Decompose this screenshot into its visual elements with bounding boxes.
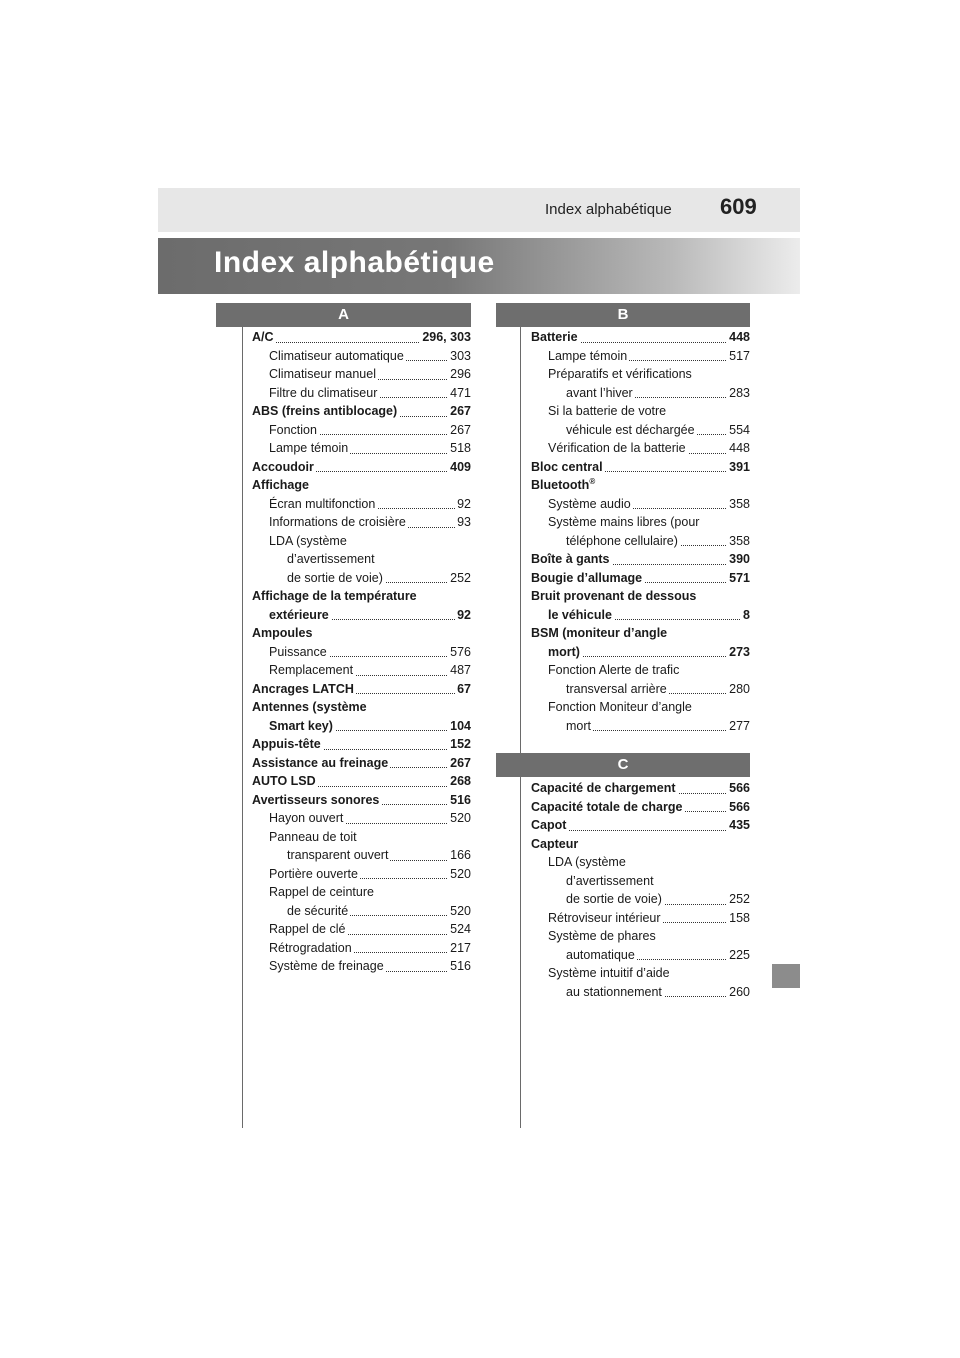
index-entry [531, 328, 750, 347]
page-header-bar [158, 188, 800, 232]
index-entry-page: 518 [448, 439, 471, 458]
index-entry [252, 402, 471, 421]
index-entry-label: transversal arrière [566, 681, 667, 696]
index-entry-label: Puissance [269, 644, 327, 659]
index-entry-page: 448 [727, 328, 750, 347]
index-entry [252, 828, 471, 847]
index-entry [531, 643, 750, 662]
index-entry [531, 779, 750, 798]
index-entry-page: 267 [448, 402, 471, 421]
index-entry-label: Bougie d’allumage [531, 570, 643, 585]
index-column-a [252, 328, 471, 976]
index-entry [252, 680, 471, 699]
letter-heading-b: B [496, 303, 750, 327]
index-entry-label: Ampoules [252, 626, 313, 640]
index-entry [252, 513, 471, 532]
index-entry [252, 532, 471, 551]
index-entry-page: 520 [448, 902, 471, 921]
index-entry-label: Filtre du climatiseur [269, 385, 378, 400]
index-entry-label: Appuis-tête [252, 737, 321, 751]
index-entry-page: 252 [727, 890, 750, 909]
column-divider-left [242, 303, 243, 1128]
index-entry-label: Assistance au freinage [252, 755, 389, 770]
index-entry-label: automatique [566, 947, 635, 962]
index-entry-label: Rappel de ceinture [269, 885, 374, 899]
index-entry-label: Remplacement [269, 663, 354, 677]
index-entry-label: Système de freinage [269, 959, 384, 973]
index-entry [531, 421, 750, 440]
index-entry-page: 166 [448, 846, 471, 865]
index-entry-label: extérieure [269, 607, 329, 622]
index-entry [252, 384, 471, 403]
index-entry-page: 390 [727, 550, 750, 569]
index-entry-label: LDA (système [269, 533, 347, 548]
index-entry [531, 983, 750, 1002]
index-entry [252, 957, 471, 976]
index-entry-label: le véhicule [548, 607, 612, 622]
index-entry-label: Lampe témoin [269, 441, 349, 455]
index-entry-page: 296, 303 [420, 328, 471, 347]
index-entry [531, 798, 750, 817]
index-entry-label: Climatiseur manuel [269, 367, 376, 381]
header-section-title: Index alphabétique [545, 201, 672, 218]
index-entry-page: 517 [727, 347, 750, 366]
index-entry-label: Panneau de toit [269, 829, 357, 844]
index-entry-label: Système intuitif d’aide [548, 966, 670, 980]
index-entry [531, 550, 750, 569]
index-entry [531, 347, 750, 366]
index-entry-page: 520 [448, 809, 471, 828]
index-entry-label: Système de phares [548, 929, 656, 943]
index-entry-label: Si la batterie de votre [548, 404, 667, 418]
index-entry-label: Rétrogradation [269, 940, 352, 955]
index-entry-page: 225 [727, 946, 750, 965]
index-entry-page: 277 [727, 717, 750, 736]
index-entry-page: 267 [448, 754, 471, 773]
index-entry-page: 471 [448, 384, 471, 403]
index-entry-label: Avertisseurs sonores [252, 792, 380, 807]
index-entry-page: 67 [455, 680, 471, 699]
index-entry [252, 439, 471, 458]
index-entry-page: 158 [727, 909, 750, 928]
index-entry [531, 816, 750, 835]
index-entry-label: Écran multifonction [269, 496, 376, 511]
index-entry-page: 566 [727, 798, 750, 817]
index-entry-page: 93 [455, 513, 471, 532]
index-entry [531, 946, 750, 965]
index-entry-label: d’avertissement [287, 552, 375, 566]
index-entry-label: Système mains libres (pour [548, 515, 700, 529]
index-entry-label: Capacité de chargement [531, 781, 676, 795]
index-entry [252, 624, 471, 643]
letter-heading-c: C [496, 753, 750, 777]
index-entry [531, 661, 750, 680]
index-entry-label: Capacité totale de charge [531, 799, 683, 814]
index-entry-label: transparent ouvert [287, 848, 389, 862]
index-entry-label: Smart key) [269, 718, 333, 733]
index-entry [252, 458, 471, 477]
index-entry-page: 267 [448, 421, 471, 440]
index-entry-page: 487 [448, 661, 471, 680]
index-entry-label: d’avertissement [566, 873, 654, 888]
index-entry [531, 384, 750, 403]
index-entry-page: 152 [448, 735, 471, 754]
index-entry-label: Affichage de la température [252, 589, 417, 603]
index-entry-page: 296 [448, 365, 471, 384]
index-entry [252, 569, 471, 588]
index-entry-label: de sortie de voie) [287, 570, 383, 585]
index-entry-label: Bloc central [531, 459, 603, 474]
index-entry-page: 448 [727, 439, 750, 458]
index-entry-label: A/C [252, 330, 274, 344]
index-entry [252, 606, 471, 625]
index-entry [531, 890, 750, 909]
index-entry [531, 717, 750, 736]
index-entry-page: 524 [448, 920, 471, 939]
column-divider-middle [520, 303, 521, 1128]
index-entry-label: Climatiseur automatique [269, 348, 404, 363]
index-entry [252, 328, 471, 347]
index-entry [531, 698, 750, 717]
index-entry-label: Rétroviseur intérieur [548, 910, 661, 925]
index-entry [252, 587, 471, 606]
index-entry-label: Informations de croisière [269, 515, 406, 529]
index-entry [531, 909, 750, 928]
index-entry [252, 365, 471, 384]
index-entry-page: 554 [727, 421, 750, 440]
index-entry-page: 409 [448, 458, 471, 477]
index-entry-page: 260 [727, 983, 750, 1002]
index-entry-page: 92 [455, 606, 471, 625]
index-entry-page: 92 [455, 495, 471, 514]
index-entry-label: Accoudoir [252, 459, 314, 474]
index-entry-label: Portière ouverte [269, 866, 358, 881]
letter-heading-a: A [216, 303, 471, 327]
index-entry [252, 717, 471, 736]
index-entry [252, 643, 471, 662]
index-entry [252, 809, 471, 828]
index-entry [531, 458, 750, 477]
index-entry [252, 772, 471, 791]
registered-mark: ® [589, 476, 596, 486]
index-entry-label: Bluetooth® [531, 476, 596, 492]
index-entry-page: 273 [727, 643, 750, 662]
index-entry [252, 754, 471, 773]
index-entry-label: téléphone cellulaire) [566, 533, 678, 548]
index-entry-label: Boîte à gants [531, 552, 610, 566]
index-entry [252, 939, 471, 958]
index-entry [531, 569, 750, 588]
index-entry-label: Fonction Alerte de trafic [548, 663, 680, 677]
index-entry-label: Vérification de la batterie [548, 441, 686, 455]
index-entry-page: 571 [727, 569, 750, 588]
index-entry [252, 791, 471, 810]
index-entry [252, 476, 471, 495]
index-entry-label: Fonction [269, 422, 317, 437]
index-column-b [531, 328, 750, 735]
index-entry-label: Antennes (système [252, 700, 367, 714]
index-entry [252, 883, 471, 902]
index-entry [252, 698, 471, 717]
index-entry [252, 661, 471, 680]
index-entry-page: 516 [448, 957, 471, 976]
chapter-side-tab [772, 964, 800, 988]
index-entry-label: véhicule est déchargée [566, 422, 695, 437]
index-entry-label: AUTO LSD [252, 774, 316, 788]
index-entry-label: Capot [531, 818, 567, 832]
index-entry-label: mort [566, 718, 591, 733]
index-entry-page: 576 [448, 643, 471, 662]
index-entry-label: Rappel de clé [269, 922, 346, 936]
dot-leader [566, 730, 750, 731]
index-entry [531, 680, 750, 699]
index-entry [531, 853, 750, 872]
index-entry-page: 280 [727, 680, 750, 699]
index-entry [531, 835, 750, 854]
index-entry-page: 516 [448, 791, 471, 810]
index-entry [531, 872, 750, 891]
index-entry [252, 421, 471, 440]
index-entry-page: 252 [448, 569, 471, 588]
index-entry-page: 8 [741, 606, 750, 625]
index-entry-label: Batterie [531, 330, 578, 344]
index-entry-label: ABS (freins antiblocage) [252, 404, 398, 418]
index-entry-page: 104 [448, 717, 471, 736]
index-entry-label: Ancrages LATCH [252, 681, 354, 696]
index-entry-label: Système audio [548, 496, 631, 511]
index-entry-label: Affichage [252, 478, 309, 492]
index-entry [531, 624, 750, 643]
index-entry-page: 435 [727, 816, 750, 835]
index-entry-label: BSM (moniteur d’angle [531, 626, 668, 640]
index-entry-label: de sortie de voie) [566, 892, 662, 906]
index-entry [252, 550, 471, 569]
header-page-number: 609 [720, 194, 757, 219]
index-entry-label: Bruit provenant de dessous [531, 589, 697, 603]
index-entry-page: 520 [448, 865, 471, 884]
index-entry [252, 902, 471, 921]
index-entry [531, 927, 750, 946]
index-entry [531, 402, 750, 421]
index-column-c [531, 779, 750, 1001]
index-entry [531, 964, 750, 983]
index-entry [531, 439, 750, 458]
index-entry-page: 268 [448, 772, 471, 791]
index-entry [252, 347, 471, 366]
index-entry [531, 606, 750, 625]
index-entry-page: 358 [727, 532, 750, 551]
index-entry-page: 283 [727, 384, 750, 403]
index-entry [252, 846, 471, 865]
index-entry-page: 358 [727, 495, 750, 514]
index-entry-label: LDA (système [548, 855, 626, 869]
index-entry-label: Lampe témoin [548, 348, 628, 363]
index-entry [531, 532, 750, 551]
index-entry [531, 513, 750, 532]
index-entry-label: Hayon ouvert [269, 811, 344, 825]
index-entry-label: mort) [548, 644, 580, 659]
index-entry-page: 391 [727, 458, 750, 477]
index-entry-page: 217 [448, 939, 471, 958]
index-entry-label: Capteur [531, 836, 579, 851]
index-entry [252, 735, 471, 754]
index-entry-label: au stationnement [566, 984, 662, 999]
index-entry-label: de sécurité [287, 903, 349, 918]
index-entry-page: 566 [727, 779, 750, 798]
index-entry [531, 495, 750, 514]
index-entry-page: 303 [448, 347, 471, 366]
index-entry [531, 476, 750, 495]
index-entry [252, 920, 471, 939]
index-entry [252, 495, 471, 514]
page-title: Index alphabétique [214, 246, 495, 279]
index-entry [252, 865, 471, 884]
index-entry-label: Préparatifs et vérifications [548, 367, 692, 381]
index-entry-label: avant l’hiver [566, 385, 633, 400]
index-entry [531, 365, 750, 384]
index-entry [531, 587, 750, 606]
index-entry-label: Fonction Moniteur d’angle [548, 700, 692, 714]
